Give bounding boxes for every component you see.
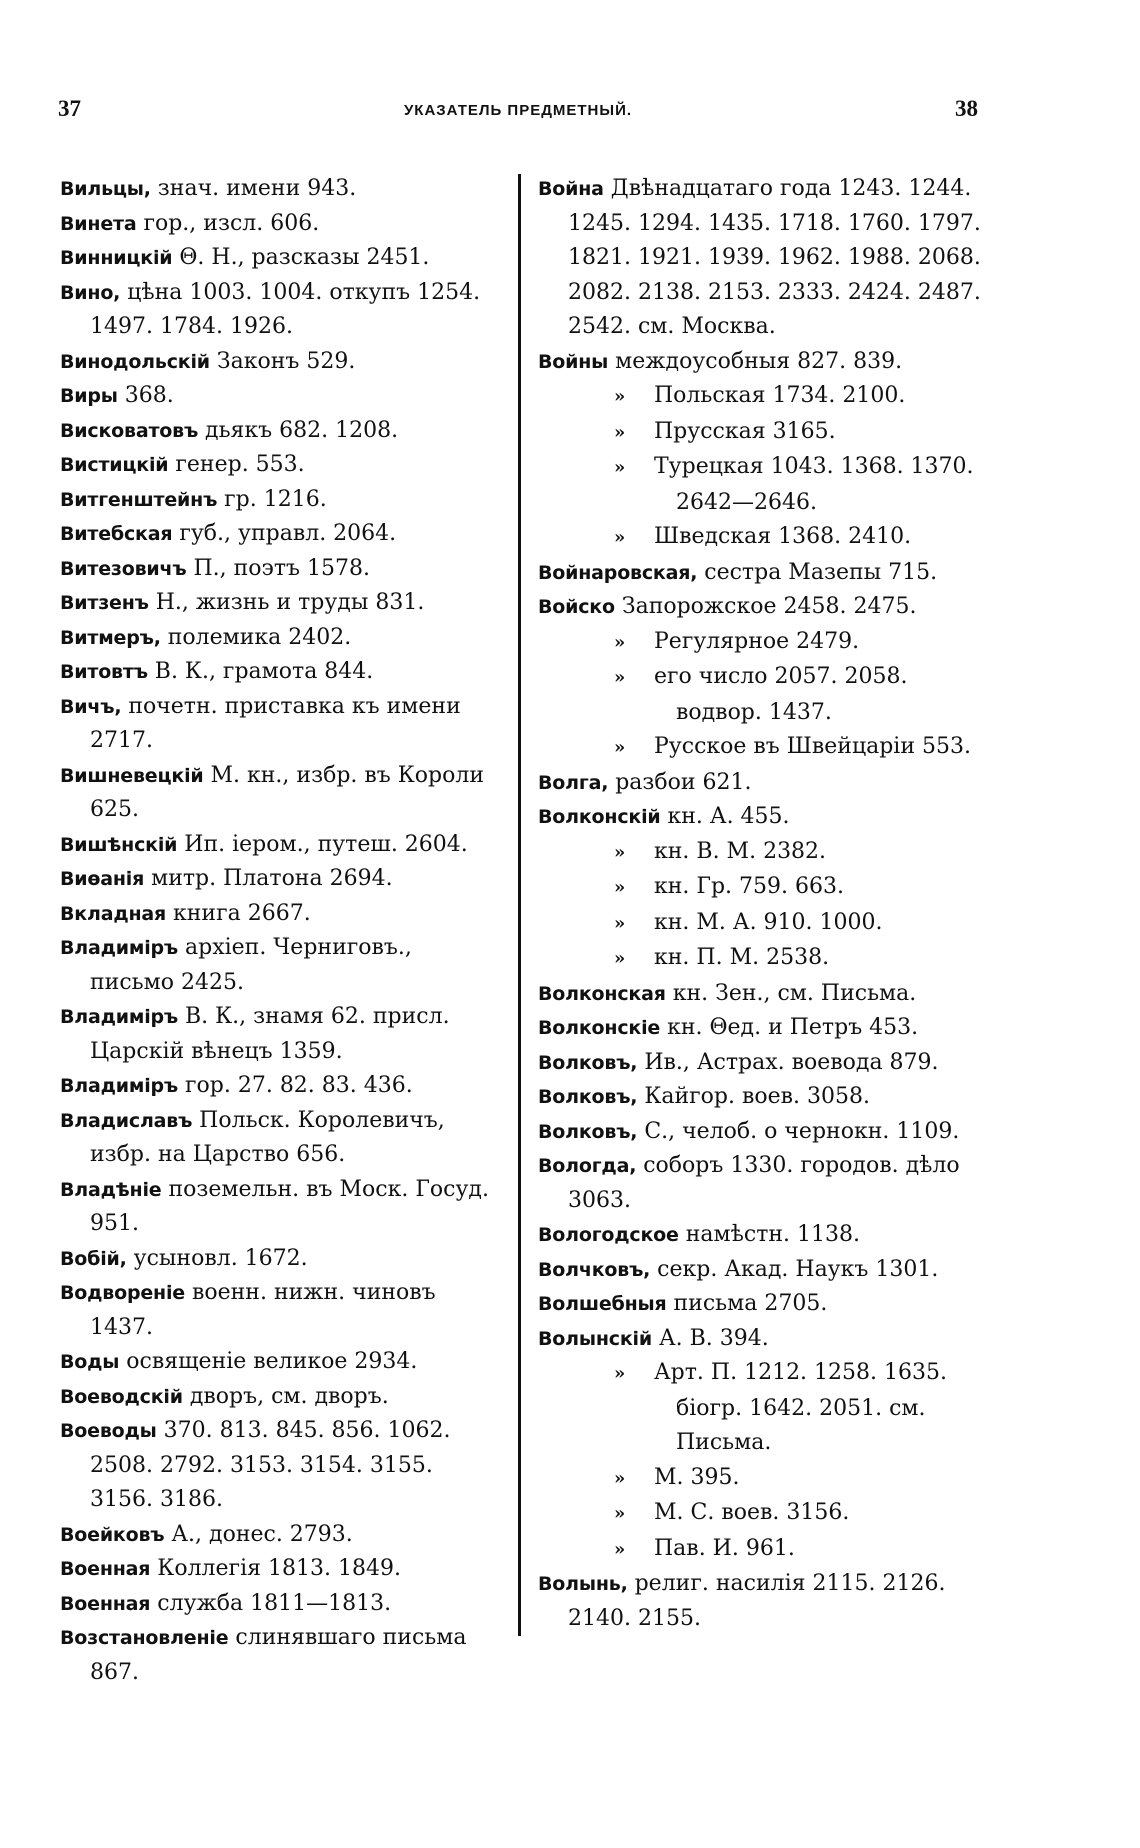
- entry-heading: Воды: [60, 1351, 120, 1373]
- ditto-mark: »: [614, 457, 626, 478]
- index-entry: [60, 241, 500, 276]
- ditto-mark: »: [614, 877, 626, 898]
- entry-text: 368.: [117, 383, 174, 408]
- entry-text: письма 2705.: [666, 1291, 828, 1316]
- entry-heading: Винета: [60, 212, 137, 235]
- entry-heading: Волковъ,: [538, 1120, 638, 1143]
- entry-heading: Витовтъ: [60, 661, 148, 683]
- subentry-text: Арт. П. 1212. 1258. 1635. біогр. 1642. 2051. см. Письма.: [654, 1360, 948, 1455]
- entry-text: кн. А. 455.: [660, 804, 790, 829]
- index-entry: [60, 759, 500, 828]
- entry-heading: Вишневецкій: [60, 764, 204, 787]
- entry-text: Н., жизнь и труды 831.: [148, 590, 425, 615]
- index-entry: [60, 552, 500, 587]
- ditto-mark: »: [614, 631, 626, 653]
- entry-heading: Военная: [60, 1558, 151, 1580]
- index-entry: [60, 448, 500, 483]
- entry-heading: Витгенштейнъ: [60, 488, 218, 511]
- entry-text: Двѣнадцатаго года 1243. 1244. 1245. 1294. 1435. 1718. 1760. 1797. 1821. 1921. 1939. 1962. 1988. 2068. 2082. 2138. 2153. 2333. 2424. 2487. 2542. см. Москва.: [568, 176, 981, 339]
- entry-text: разбои 621.: [608, 769, 752, 795]
- subentry-text: Турецкая 1043. 1368. 1370. 2642—2646.: [654, 454, 974, 515]
- entry-heading: Вильцы,: [60, 178, 151, 200]
- entry-heading: Вишѣнскій: [60, 833, 178, 856]
- subentry-text: кн. М. А. 910. 1000.: [654, 909, 883, 935]
- index-subentry: [538, 520, 988, 556]
- entry-heading: Война: [538, 178, 604, 200]
- entry-text: военн. нижн. чиновъ 1437.: [90, 1280, 436, 1340]
- entry-text: губ., управл. 2064.: [172, 521, 397, 546]
- entry-heading: Волчковъ,: [538, 1258, 651, 1281]
- index-entry: [538, 556, 988, 591]
- entry-heading: Возстановленіе: [60, 1627, 229, 1649]
- index-entry: [60, 207, 500, 242]
- entry-text: цѣна 1003. 1004. откупъ 1254. 1497. 1784. 1926.: [90, 279, 481, 339]
- entry-text: гор., изсл. 606.: [136, 210, 320, 236]
- index-entry: [60, 414, 500, 449]
- index-entry: [60, 1552, 500, 1587]
- running-title: УКАЗАТЕЛЬ ПРЕДМЕТНЫЙ.: [403, 102, 633, 119]
- index-entry: [60, 621, 500, 656]
- index-entry: [538, 1149, 988, 1218]
- entry-heading: Войны: [538, 350, 609, 373]
- subentry-text: М. С. воев. 3156.: [654, 1500, 850, 1525]
- entry-heading: Владиміръ: [60, 937, 178, 959]
- index-entry: [60, 1380, 500, 1415]
- index-entry: [538, 172, 988, 345]
- index-entry: [538, 1218, 988, 1253]
- entry-heading: Водвореніе: [60, 1282, 185, 1304]
- entry-text: Ип. іером., путеш. 2604.: [177, 831, 468, 857]
- index-entry: [60, 1069, 500, 1104]
- entry-text: религ. насилія 2115. 2126. 2140. 2155.: [568, 1571, 946, 1631]
- entry-heading: Виѳанія: [60, 868, 145, 890]
- entry-text: генер. 553.: [168, 452, 305, 477]
- entry-heading: Вино,: [60, 281, 121, 304]
- subentry-text: Польская 1734. 2100.: [654, 383, 906, 408]
- entry-text: намѣстн. 1138.: [678, 1222, 861, 1247]
- entry-heading: Витзенъ: [60, 592, 149, 614]
- ditto-mark: »: [614, 841, 626, 863]
- subentry-text: Пав. И. 961.: [654, 1535, 795, 1561]
- subentry-text: Прусская 3165.: [654, 418, 836, 444]
- index-entry: [60, 345, 500, 380]
- entry-heading: Вологда,: [538, 1155, 637, 1177]
- index-subentry: [538, 1356, 988, 1461]
- index-entry: [60, 1104, 500, 1173]
- entry-text: кн. Θед. и Петръ 453.: [660, 1015, 919, 1040]
- entry-text: архіеп. Черниговъ., письмо 2425.: [90, 935, 412, 995]
- index-entry: [538, 1322, 988, 1357]
- ditto-mark: »: [614, 737, 626, 758]
- ditto-mark: »: [614, 667, 626, 688]
- entry-heading: Воейковъ: [60, 1523, 165, 1546]
- entry-text: дворъ, см. дворъ.: [182, 1383, 389, 1409]
- entry-text: В. К., знамя 62. присл. Царскій вѣнецъ 1359.: [90, 1004, 450, 1064]
- ditto-mark: »: [614, 948, 626, 969]
- entry-text: 370. 813. 845. 856. 1062. 2508. 2792. 3153. 3154. 3155. 3156. 3186.: [90, 1418, 451, 1512]
- index-entry: [60, 172, 500, 207]
- entry-heading: Вичъ,: [60, 695, 122, 718]
- index-subentry: [538, 415, 988, 451]
- entry-heading: Владиміръ: [60, 1075, 178, 1097]
- index-entry: [60, 1621, 500, 1690]
- entry-text: секр. Акад. Наукъ 1301.: [650, 1256, 939, 1282]
- entry-heading: Владиславъ: [60, 1109, 193, 1132]
- index-entry: [60, 586, 500, 621]
- subentry-text: кн. П. М. 2538.: [654, 945, 830, 970]
- entry-text: А., донес. 2793.: [164, 1521, 353, 1547]
- entry-text: Законъ 529.: [209, 348, 356, 374]
- entry-heading: Витмеръ,: [60, 626, 161, 649]
- entry-heading: Виры: [60, 385, 118, 407]
- ditto-mark: »: [614, 1503, 626, 1524]
- entry-text: освященіе великое 2934.: [119, 1349, 418, 1374]
- entry-text: полемика 2402.: [160, 624, 352, 650]
- index-entry: [60, 1345, 500, 1380]
- entry-heading: Вобій,: [60, 1247, 127, 1270]
- index-entry: [60, 655, 500, 690]
- entry-text: усыновл. 1672.: [126, 1245, 308, 1271]
- index-entry: [60, 1000, 500, 1069]
- entry-heading: Волконскій: [538, 806, 661, 828]
- ditto-mark: »: [614, 386, 626, 407]
- entry-text: знач. имени 943.: [150, 176, 357, 201]
- page-header: [58, 96, 978, 136]
- entry-heading: Висковатовъ: [60, 419, 199, 442]
- entry-heading: Винодольскій: [60, 350, 210, 373]
- column-divider: [518, 174, 521, 1636]
- entry-text: гр. 1216.: [217, 486, 327, 512]
- entry-text: Кайгор. воев. 3058.: [637, 1084, 870, 1109]
- index-subentry: [538, 450, 988, 520]
- entry-text: поземельн. въ Моск. Госуд. 951.: [90, 1176, 489, 1236]
- index-entry: [538, 800, 988, 835]
- entry-text: гор. 27. 82. 83. 436.: [178, 1073, 413, 1098]
- entry-heading: Вкладная: [60, 902, 167, 925]
- entry-text: митр. Платона 2694.: [144, 866, 393, 891]
- index-entry: [538, 1567, 988, 1636]
- index-entry: [60, 862, 500, 897]
- index-entry: [538, 766, 988, 801]
- index-entry: [60, 483, 500, 518]
- index-subentry: [538, 660, 988, 730]
- index-entry: [60, 897, 500, 932]
- entry-heading: Вистицкій: [60, 454, 169, 476]
- entry-text: М. кн., избр. въ Короли 625.: [90, 762, 485, 822]
- index-entry: [538, 1115, 988, 1150]
- ditto-mark: »: [614, 1467, 626, 1489]
- entry-heading: Волконская: [538, 982, 666, 1005]
- subentry-text: кн. Гр. 759. 663.: [654, 874, 844, 899]
- ditto-mark: »: [614, 421, 626, 443]
- index-entry: [60, 931, 500, 1000]
- entry-heading: Воеводы: [60, 1420, 157, 1442]
- index-subentry: [538, 835, 988, 871]
- entry-heading: Волынь,: [538, 1573, 628, 1595]
- subentry-text: его число 2057. 2058. водвор. 1437.: [654, 664, 908, 725]
- entry-text: Θ. Н., разсказы 2451.: [172, 245, 430, 270]
- entry-heading: Волга,: [538, 771, 609, 794]
- entry-heading: Витезовичъ: [60, 557, 187, 580]
- index-entry: [538, 1046, 988, 1081]
- index-entry: [538, 590, 988, 625]
- entry-text: кн. Зен., см. Письма.: [665, 980, 917, 1006]
- entry-text: С., челоб. о чернокн. 1109.: [637, 1118, 960, 1144]
- entry-heading: Вологодское: [538, 1224, 679, 1246]
- ditto-mark: »: [614, 1538, 626, 1560]
- index-entry: [538, 1287, 988, 1322]
- index-entry: [538, 977, 988, 1012]
- index-entry: [60, 1414, 500, 1518]
- entry-heading: Волшебныя: [538, 1293, 667, 1315]
- entry-text: соборъ 1330. городов. дѣло 3063.: [568, 1153, 960, 1213]
- index-subentry: [538, 625, 988, 661]
- page-number-right: 38: [955, 96, 978, 121]
- entry-text: А. В. 394.: [651, 1325, 769, 1351]
- entry-heading: Владиміръ: [60, 1006, 178, 1028]
- index-entry: [538, 1011, 988, 1046]
- entry-text: дьякъ 682. 1208.: [198, 417, 399, 443]
- entry-text: П., поэтъ 1578.: [186, 555, 370, 581]
- entry-text: Ив., Астрах. воевода 879.: [637, 1049, 939, 1075]
- index-entry: [538, 1253, 988, 1288]
- page-number-left: 37: [58, 96, 81, 121]
- index-subentry: [538, 870, 988, 906]
- entry-text: сестра Мазепы 715.: [697, 559, 938, 585]
- index-column-left: [60, 172, 500, 1690]
- entry-heading: Воеводскій: [60, 1385, 183, 1408]
- entry-text: книга 2667.: [166, 900, 311, 926]
- index-entry: [60, 1587, 500, 1622]
- entry-heading: Волковъ,: [538, 1051, 638, 1074]
- index-entry: [60, 1173, 500, 1242]
- entry-heading: Винницкій: [60, 247, 173, 269]
- entry-text: слинявшаго письма 867.: [90, 1625, 467, 1685]
- entry-text: почетн. приставка къ имени 2717.: [90, 693, 461, 753]
- subentry-text: Регулярное 2479.: [654, 628, 860, 654]
- index-subentry: [538, 1496, 988, 1532]
- ditto-mark: »: [614, 912, 626, 934]
- index-subentry: [538, 379, 988, 415]
- index-subentry: [538, 941, 988, 977]
- entry-text: Польск. Королевичъ, избр. на Царство 656.: [90, 1107, 445, 1167]
- index-entry: [538, 345, 988, 380]
- index-entry: [60, 1276, 500, 1345]
- subentry-text: М. 395.: [654, 1464, 740, 1490]
- index-entry: [60, 379, 500, 414]
- entry-heading: Владѣніе: [60, 1178, 162, 1201]
- entry-heading: Войнаровская,: [538, 561, 698, 584]
- index-subentry: [538, 730, 988, 766]
- entry-heading: Волконскіе: [538, 1017, 661, 1039]
- entry-text: Запорожское 2458. 2475.: [614, 594, 917, 619]
- index-column-right: [538, 172, 988, 1636]
- index-entry: [60, 517, 500, 552]
- entry-heading: Войско: [538, 596, 615, 618]
- entry-heading: Волковъ,: [538, 1086, 638, 1108]
- entry-heading: Военная: [60, 1592, 151, 1615]
- subentry-text: Русское въ Швейцаріи 553.: [654, 734, 971, 759]
- entry-text: служба 1811—1813.: [150, 1590, 392, 1616]
- entry-heading: Волынскій: [538, 1327, 652, 1350]
- index-entry: [60, 276, 500, 345]
- index-subentry: [538, 906, 988, 942]
- ditto-mark: »: [614, 1363, 626, 1384]
- index-entry: [60, 1518, 500, 1553]
- subentry-text: кн. В. М. 2382.: [654, 838, 827, 864]
- index-entry: [60, 690, 500, 759]
- index-entry: [60, 828, 500, 863]
- entry-text: междоусобныя 827. 839.: [608, 348, 903, 374]
- entry-heading: Витебская: [60, 523, 173, 545]
- subentry-text: Шведская 1368. 2410.: [654, 524, 912, 549]
- index-entry: [60, 1242, 500, 1277]
- index-subentry: [538, 1532, 988, 1568]
- entry-text: Коллегія 1813. 1849.: [150, 1556, 401, 1581]
- index-subentry: [538, 1461, 988, 1497]
- entry-text: В. К., грамота 844.: [147, 659, 374, 684]
- ditto-mark: »: [614, 527, 626, 548]
- index-entry: [538, 1080, 988, 1115]
